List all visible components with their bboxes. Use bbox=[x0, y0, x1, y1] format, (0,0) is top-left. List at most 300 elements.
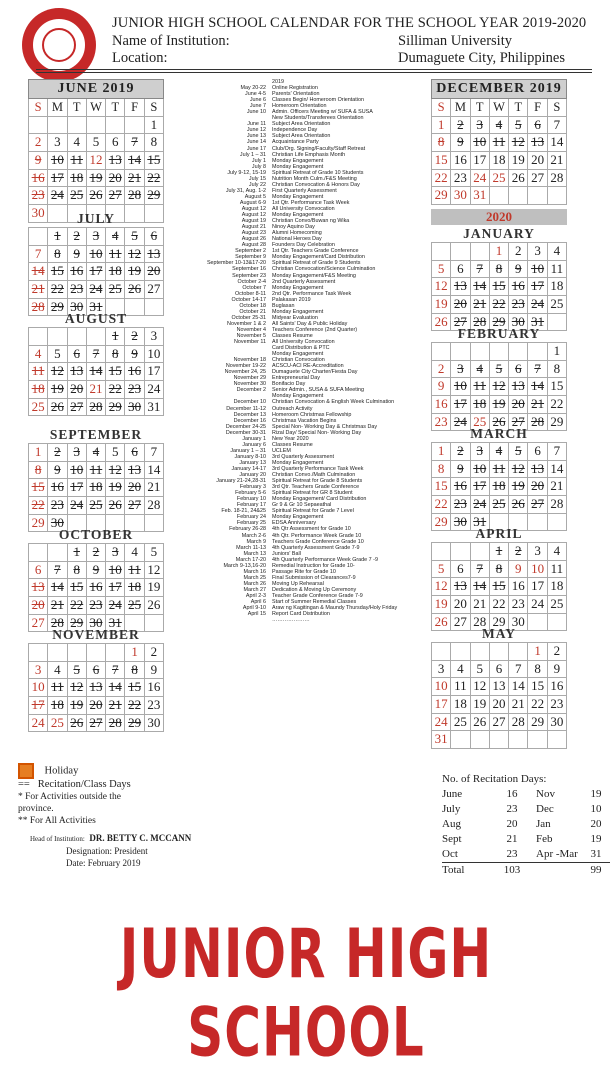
day-cell: 9 bbox=[509, 261, 528, 279]
day-cell bbox=[451, 343, 470, 361]
event-title: 4th Quarterly Assessment Grade 7-9 bbox=[272, 544, 360, 551]
event-title: Nutrition Month Culm./F&S Meeting bbox=[272, 175, 357, 182]
day-cell: 19 bbox=[490, 396, 509, 414]
day-cell: 11 bbox=[471, 378, 490, 396]
day-cell: 12 bbox=[471, 678, 490, 696]
day-cell: 13 bbox=[451, 278, 470, 296]
event-date: November 4 bbox=[236, 326, 266, 333]
legend-note-1: * For Activities outside the province. bbox=[18, 792, 121, 814]
day-cell: 13 bbox=[145, 246, 164, 264]
day-cell: 19 bbox=[145, 579, 164, 597]
day-cell: 3 bbox=[471, 117, 490, 135]
day-cell: 27 bbox=[87, 715, 106, 733]
day-cell: 4 bbox=[29, 346, 48, 364]
day-cell: 16 bbox=[29, 170, 48, 188]
day-cell: 3 bbox=[48, 134, 67, 152]
day-cell: 10 bbox=[528, 561, 547, 579]
event-date: Feb. 18-21, 24&25 bbox=[221, 508, 266, 515]
day-cell: 6 bbox=[451, 561, 470, 579]
day-cell: 5 bbox=[490, 361, 509, 379]
day-cell: 20 bbox=[490, 696, 509, 714]
event-date: August 12 bbox=[241, 205, 266, 212]
event-title: Christian Life Emphasis Month bbox=[272, 151, 346, 158]
event-date: March 9-13,16-20 bbox=[223, 562, 266, 569]
day-cell bbox=[106, 644, 125, 662]
month-grid bbox=[28, 443, 164, 532]
event-date: July 15 bbox=[248, 175, 266, 182]
institution-label: Name of Institution: bbox=[112, 33, 230, 49]
day-cell bbox=[68, 644, 87, 662]
day-cell: 5 bbox=[432, 561, 451, 579]
event-date: April 15 bbox=[247, 611, 266, 618]
event-date: August 19 bbox=[241, 218, 266, 225]
day-cell: 14 bbox=[471, 578, 490, 596]
day-cell: 18 bbox=[68, 170, 87, 188]
day-cell: 4 bbox=[48, 662, 67, 680]
day-cell: 29 bbox=[432, 514, 451, 532]
day-cell: 15 bbox=[29, 479, 48, 497]
month-title: SEPTEMBER bbox=[49, 427, 143, 442]
day-cell bbox=[548, 731, 567, 749]
month-calendar bbox=[431, 526, 567, 631]
day-cell: 30 bbox=[145, 715, 164, 733]
month-title: DECEMBER 2019 bbox=[431, 79, 567, 99]
recitation-cell bbox=[536, 863, 586, 878]
event-date: January 6 bbox=[242, 441, 266, 448]
header-rule-2 bbox=[36, 72, 592, 73]
day-cell: 31 bbox=[432, 731, 451, 749]
day-cell: 1 bbox=[29, 444, 48, 462]
day-cell: 15 bbox=[490, 578, 509, 596]
day-cell: 9 bbox=[451, 134, 470, 152]
day-cell: 24 bbox=[48, 187, 67, 205]
day-cell: 9 bbox=[68, 246, 87, 264]
event-title: New Students/Transferees Orientation bbox=[272, 115, 364, 122]
day-cell: 7 bbox=[145, 444, 164, 462]
designation: Designation: President bbox=[66, 846, 148, 856]
day-cell: 1 bbox=[490, 543, 509, 561]
day-cell bbox=[451, 243, 470, 261]
day-cell bbox=[509, 187, 528, 205]
day-cell: 25 bbox=[548, 596, 567, 614]
event-date: April 2-3 bbox=[245, 592, 266, 599]
event-date: November 29 bbox=[233, 375, 266, 382]
day-cell: 29 bbox=[432, 187, 451, 205]
event-date: August 23 bbox=[241, 230, 266, 237]
day-cell: 30 bbox=[125, 399, 144, 417]
event-title: Classes Resume bbox=[272, 332, 313, 339]
month-calendar bbox=[431, 626, 567, 749]
event-date: December 11-12 bbox=[226, 405, 266, 412]
event-date: March 26 bbox=[243, 580, 266, 587]
day-cell: 10 bbox=[451, 378, 470, 396]
event-date: April 9-10 bbox=[242, 605, 266, 612]
day-cell: 9 bbox=[432, 378, 451, 396]
event-date: November 5 bbox=[236, 332, 266, 339]
day-cell: 21 bbox=[471, 596, 490, 614]
day-cell: 8 bbox=[548, 361, 567, 379]
day-cell: 15 bbox=[125, 679, 144, 697]
day-cell: 3 bbox=[145, 328, 164, 346]
location-label: Location: bbox=[112, 50, 168, 66]
day-cell: 13 bbox=[87, 679, 106, 697]
day-cell: 29 bbox=[490, 614, 509, 632]
event-title: Juniors' Ball bbox=[272, 550, 301, 557]
day-cell: 29 bbox=[490, 314, 509, 332]
day-cell: 26 bbox=[145, 597, 164, 615]
day-cell: 16 bbox=[451, 478, 470, 496]
day-cell: 6 bbox=[68, 346, 87, 364]
day-cell: 28 bbox=[471, 314, 490, 332]
day-cell: 9 bbox=[509, 561, 528, 579]
event-date: January 1 – 31 bbox=[230, 447, 266, 454]
month-title: AUGUST bbox=[64, 311, 128, 326]
day-cell: 22 bbox=[106, 381, 125, 399]
event-title: Monday Engagement bbox=[272, 459, 324, 466]
event-title: Christian Convocation bbox=[272, 357, 325, 364]
day-cell: 13 bbox=[528, 134, 547, 152]
day-cell: 14 bbox=[471, 278, 490, 296]
day-cell: 13 bbox=[509, 378, 528, 396]
day-cell: 15 bbox=[68, 579, 87, 597]
day-cell: 20 bbox=[145, 263, 164, 281]
day-cell: 11 bbox=[106, 246, 125, 264]
event-title: Acquaintance Party bbox=[272, 139, 319, 146]
day-cell: 31 bbox=[106, 615, 125, 633]
event-title: Admin. Officers Meeting w/ SUFA & SUSA bbox=[272, 109, 373, 116]
event-title: Founders Day Celebration bbox=[272, 242, 335, 249]
day-cell: 21 bbox=[528, 396, 547, 414]
event-date: December 2 bbox=[236, 387, 266, 394]
day-cell: 27 bbox=[528, 170, 547, 188]
day-cell: 21 bbox=[87, 381, 106, 399]
event-date: July 8 bbox=[251, 163, 266, 170]
month-grid bbox=[28, 99, 164, 223]
day-cell: 21 bbox=[509, 696, 528, 714]
recitation-cell: Sept bbox=[442, 833, 462, 845]
event-date: August 5 bbox=[244, 193, 266, 200]
day-cell: 31 bbox=[471, 514, 490, 532]
month-title: MAY bbox=[481, 626, 516, 641]
day-cell bbox=[29, 228, 48, 246]
day-cell: 25 bbox=[451, 714, 470, 732]
event-date: July 31, Aug. 1-2 bbox=[225, 187, 266, 194]
event-date: July 1 bbox=[251, 157, 266, 164]
day-cell: 1 bbox=[528, 643, 547, 661]
day-cell: 24 bbox=[106, 597, 125, 615]
recitation-row bbox=[442, 863, 610, 878]
day-cell: 18 bbox=[29, 381, 48, 399]
day-cell: 2 bbox=[509, 243, 528, 261]
event-title: Entrepreneurial Day bbox=[272, 375, 320, 382]
day-cell: 24 bbox=[432, 714, 451, 732]
event-title: Classes Resume bbox=[272, 441, 313, 448]
day-cell: 31 bbox=[87, 299, 106, 317]
day-cell bbox=[509, 343, 528, 361]
day-cell: 18 bbox=[490, 152, 509, 170]
day-cell: 29 bbox=[29, 515, 48, 533]
month-calendar bbox=[28, 79, 164, 223]
day-cell bbox=[48, 544, 67, 562]
month-calendar bbox=[28, 527, 164, 632]
day-cell: 20 bbox=[68, 381, 87, 399]
events-list bbox=[190, 79, 440, 623]
day-cell: 23 bbox=[145, 697, 164, 715]
day-cell: 19 bbox=[48, 381, 67, 399]
day-cell: 25 bbox=[29, 399, 48, 417]
recitation-cell: 10 bbox=[590, 803, 602, 815]
month-title: JUNE 2019 bbox=[28, 79, 164, 99]
event-title: Dedication & Moving Up Ceremony bbox=[272, 586, 357, 593]
day-cell: 7 bbox=[29, 246, 48, 264]
day-cell: 10 bbox=[29, 679, 48, 697]
event-date: February 25 bbox=[236, 520, 266, 527]
day-cell: 27 bbox=[451, 614, 470, 632]
day-cell: 25 bbox=[125, 597, 144, 615]
day-cell: 4 bbox=[548, 543, 567, 561]
month-grid bbox=[28, 227, 164, 316]
weekday-header: F bbox=[528, 99, 547, 117]
day-cell: 28 bbox=[145, 497, 164, 515]
day-cell bbox=[490, 343, 509, 361]
day-cell: 20 bbox=[125, 479, 144, 497]
month-calendar bbox=[28, 627, 164, 732]
event-date: October 18 bbox=[239, 302, 266, 309]
event-title: 4th Quarterly Performance Week Grade 7 -9 bbox=[272, 556, 378, 563]
event-date: March 16 bbox=[243, 568, 266, 575]
event-title: Monday Engagement bbox=[272, 308, 324, 315]
day-cell bbox=[509, 643, 528, 661]
day-cell: 16 bbox=[48, 479, 67, 497]
recitation-row bbox=[442, 832, 610, 847]
event-title: Final Submission of Clearances7-9 bbox=[272, 574, 356, 581]
day-cell: 10 bbox=[48, 152, 67, 170]
day-cell: 23 bbox=[48, 497, 67, 515]
event-title: Special Non- Working Day & Christmas Day bbox=[272, 423, 378, 430]
day-cell: 10 bbox=[87, 246, 106, 264]
day-cell: 10 bbox=[432, 678, 451, 696]
event-title: Passage Rite for Grade 10 bbox=[272, 568, 336, 575]
day-cell: 5 bbox=[509, 117, 528, 135]
school-seal-icon bbox=[22, 8, 96, 82]
day-cell: 26 bbox=[87, 187, 106, 205]
day-cell: 5 bbox=[145, 544, 164, 562]
day-cell: 3 bbox=[432, 661, 451, 679]
event-title: Classes Begin/ Homeroom Orientation bbox=[272, 97, 364, 104]
day-cell: 25 bbox=[87, 497, 106, 515]
day-cell: 7 bbox=[125, 134, 144, 152]
day-cell: 19 bbox=[432, 596, 451, 614]
event-title: EDSA Anniversary bbox=[272, 520, 317, 527]
day-cell: 2 bbox=[509, 543, 528, 561]
event-date: June 12 bbox=[246, 127, 266, 134]
event-title: Gr 9 & Gr 10 Sepaeathal bbox=[272, 502, 332, 509]
event-title: Spiritual Retreat of Grade 10 Students bbox=[272, 169, 364, 176]
event-title: 1st Qtr. Teachers Grade Conference bbox=[272, 248, 359, 255]
day-cell: 8 bbox=[29, 462, 48, 480]
month-title: OCTOBER bbox=[58, 527, 134, 542]
day-cell bbox=[451, 731, 470, 749]
event-title: First Quarterly Assessment bbox=[272, 187, 337, 194]
event-date: January 20 bbox=[239, 472, 266, 479]
day-cell: 19 bbox=[509, 478, 528, 496]
recitation-cell: Oct bbox=[442, 847, 492, 863]
day-cell: 3 bbox=[471, 443, 490, 461]
day-cell: 12 bbox=[490, 378, 509, 396]
event-title: Christian Convocation & Honors Day bbox=[272, 181, 360, 188]
recitation-cell: Nov bbox=[536, 788, 555, 800]
day-cell: 30 bbox=[68, 299, 87, 317]
day-cell: 6 bbox=[509, 361, 528, 379]
event-date: August 26 bbox=[241, 236, 266, 243]
day-cell bbox=[87, 328, 106, 346]
recitation-cell: Jan bbox=[536, 818, 551, 830]
day-cell: 21 bbox=[548, 478, 567, 496]
day-cell: 18 bbox=[548, 278, 567, 296]
day-cell: 15 bbox=[548, 378, 567, 396]
event-title: Christian Convo./Math Culmination bbox=[272, 472, 356, 479]
day-cell: 3 bbox=[528, 543, 547, 561]
day-cell: 8 bbox=[432, 461, 451, 479]
day-cell: 14 bbox=[29, 263, 48, 281]
day-cell: 24 bbox=[451, 414, 470, 432]
day-cell: 29 bbox=[68, 615, 87, 633]
holiday-swatch-icon bbox=[18, 763, 34, 779]
day-cell: 15 bbox=[490, 278, 509, 296]
day-cell: 29 bbox=[125, 715, 144, 733]
day-cell: 4 bbox=[490, 117, 509, 135]
day-cell bbox=[528, 343, 547, 361]
day-cell: 2 bbox=[125, 328, 144, 346]
day-cell: 7 bbox=[87, 346, 106, 364]
weekday-header: T bbox=[509, 99, 528, 117]
weekday-header: W bbox=[87, 99, 106, 117]
month-calendar bbox=[28, 211, 164, 316]
event-title: Monday Engagement/ Card Distribution bbox=[272, 496, 367, 503]
year-2020-bar: 2020 bbox=[431, 209, 567, 225]
event-date: November 30 bbox=[233, 381, 266, 388]
month-grid bbox=[28, 543, 164, 632]
day-cell: 17 bbox=[29, 697, 48, 715]
event-date: October 25-31 bbox=[231, 314, 266, 321]
day-cell: 22 bbox=[548, 396, 567, 414]
day-cell: 11 bbox=[68, 152, 87, 170]
day-cell: 18 bbox=[471, 396, 490, 414]
recitation-cell: 19 bbox=[590, 788, 602, 800]
day-cell: 17 bbox=[145, 363, 164, 381]
day-cell: 9 bbox=[451, 461, 470, 479]
day-cell: 25 bbox=[490, 496, 509, 514]
day-cell bbox=[87, 644, 106, 662]
institution-value: Silliman University bbox=[398, 33, 512, 49]
event-title: Christmas Vacation Begins bbox=[272, 417, 337, 424]
day-cell: 20 bbox=[528, 152, 547, 170]
day-cell: 4 bbox=[471, 361, 490, 379]
day-cell: 22 bbox=[29, 497, 48, 515]
month-grid bbox=[431, 342, 567, 431]
day-cell: 28 bbox=[29, 299, 48, 317]
day-cell: 1 bbox=[125, 644, 144, 662]
month-title: NOVEMBER bbox=[52, 627, 140, 642]
day-cell: 8 bbox=[68, 562, 87, 580]
day-cell bbox=[87, 117, 106, 135]
recitation-cell: Aug bbox=[442, 818, 461, 830]
day-cell: 9 bbox=[87, 562, 106, 580]
event-date: September 10-13&17-20 bbox=[206, 260, 266, 267]
day-cell: 12 bbox=[106, 462, 125, 480]
event-title: Christian Convo/Buwan ng Wika bbox=[272, 218, 350, 225]
day-cell: 10 bbox=[471, 461, 490, 479]
day-cell: 14 bbox=[125, 152, 144, 170]
day-cell: 8 bbox=[490, 561, 509, 579]
event-title: UCLEM bbox=[272, 447, 291, 454]
day-cell: 23 bbox=[432, 414, 451, 432]
event-title: Subject Area Orientation bbox=[272, 133, 331, 140]
event-title: 2019 bbox=[272, 79, 284, 85]
event-date: June 14 bbox=[246, 139, 266, 146]
day-cell bbox=[29, 328, 48, 346]
month-title: FEBRUARY bbox=[457, 326, 541, 341]
day-cell: 28 bbox=[548, 496, 567, 514]
day-cell: 6 bbox=[528, 443, 547, 461]
day-cell: 17 bbox=[471, 478, 490, 496]
event-date: January 8-10 bbox=[234, 453, 266, 460]
day-cell: 8 bbox=[490, 261, 509, 279]
day-cell: 10 bbox=[528, 261, 547, 279]
day-cell: 23 bbox=[509, 296, 528, 314]
event-title: Bonifacio Day bbox=[272, 381, 306, 388]
day-cell bbox=[528, 187, 547, 205]
event-title: All University Convocation bbox=[272, 205, 335, 212]
day-cell bbox=[490, 187, 509, 205]
event-title: Start of Summer Remedial Classes bbox=[272, 599, 357, 606]
day-cell: 27 bbox=[106, 187, 125, 205]
event-title: Online Registration bbox=[272, 85, 318, 92]
day-cell: 2 bbox=[68, 228, 87, 246]
day-cell: 17 bbox=[528, 578, 547, 596]
day-cell: 12 bbox=[68, 679, 87, 697]
page-title: JUNIOR HIGH SCHOOL CALENDAR FOR THE SCHOOL YEAR 2019-2020 bbox=[112, 15, 587, 31]
day-cell: 4 bbox=[68, 134, 87, 152]
day-cell: 26 bbox=[68, 715, 87, 733]
event-date: August 12 bbox=[241, 212, 266, 219]
day-cell: 26 bbox=[432, 614, 451, 632]
day-cell: 17 bbox=[106, 579, 125, 597]
day-cell bbox=[29, 544, 48, 562]
event-title: Spiritual Retreat for GR 8 Student bbox=[272, 490, 353, 497]
recitation-cell: 20 bbox=[590, 818, 602, 830]
event-title: New Year 2020 bbox=[272, 435, 309, 442]
event-title: Independence Day bbox=[272, 127, 318, 134]
event-title: Monday Engagement bbox=[272, 193, 324, 200]
day-cell: 24 bbox=[68, 497, 87, 515]
recitation-cell: July bbox=[442, 803, 461, 815]
event-date: March 17-20 bbox=[235, 556, 266, 563]
day-cell: 28 bbox=[125, 187, 144, 205]
event-title: 4th Qtr. Performance Week Grade 10 bbox=[272, 532, 362, 539]
day-cell: 24 bbox=[145, 381, 164, 399]
event-date: March 13 bbox=[243, 550, 266, 557]
day-cell: 30 bbox=[509, 314, 528, 332]
day-cell: 22 bbox=[68, 597, 87, 615]
event-date: March 11-13 bbox=[236, 544, 266, 551]
recitation-cell: 16 bbox=[506, 788, 518, 800]
day-cell: 25 bbox=[68, 187, 87, 205]
day-cell: 30 bbox=[29, 205, 48, 223]
day-cell: 11 bbox=[548, 261, 567, 279]
day-cell: 8 bbox=[125, 662, 144, 680]
month-title: JULY bbox=[76, 211, 115, 226]
